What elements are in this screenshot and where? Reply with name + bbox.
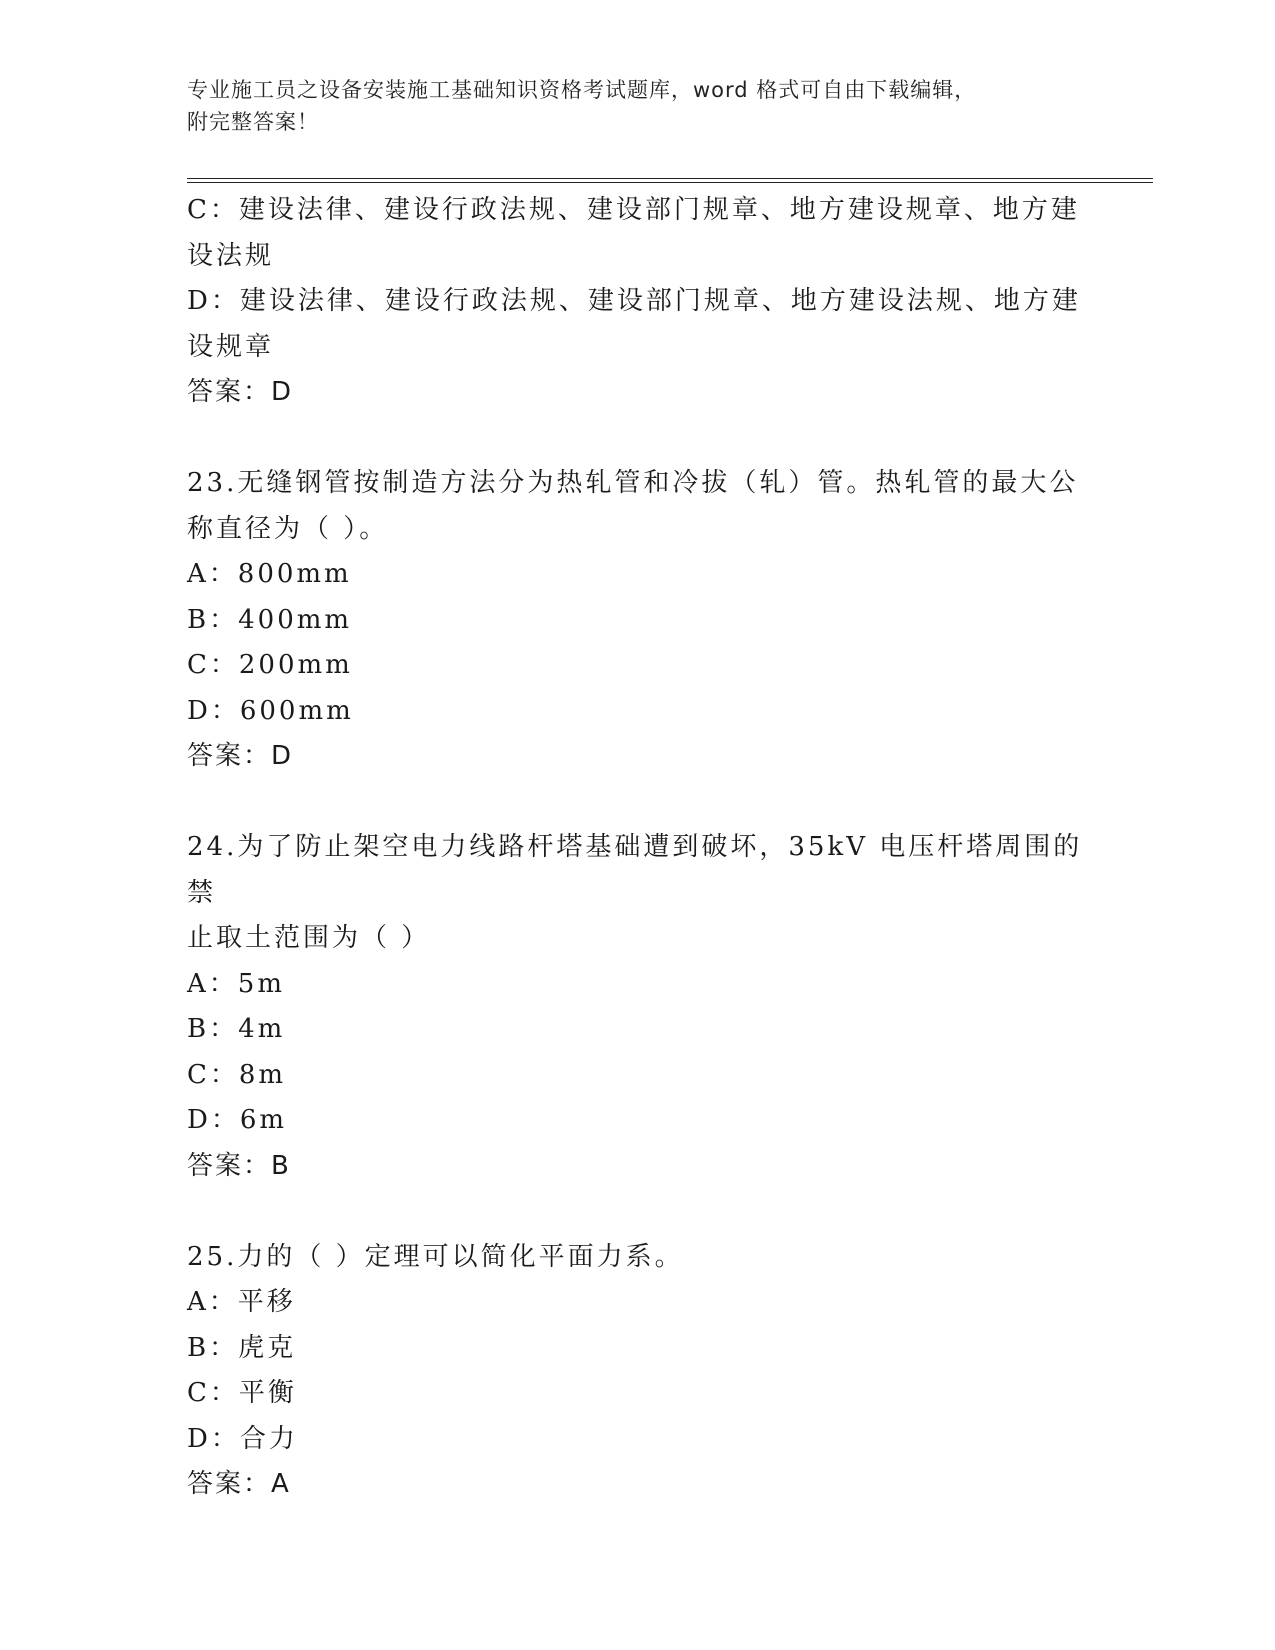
question-stem-continued: 称直径为（ ）。 bbox=[187, 513, 389, 544]
option-c-continued: 设法规 bbox=[187, 240, 275, 271]
option-a: A：800mm bbox=[187, 559, 352, 589]
option-d: D：建设法律、建设行政法规、建设部门规章、地方建设法规、地方建 bbox=[187, 286, 1081, 316]
question-23 bbox=[187, 461, 1087, 780]
option-b: B：4m bbox=[187, 1014, 286, 1044]
option-c: C：200mm bbox=[187, 650, 353, 680]
answer: 答案：A bbox=[187, 1469, 291, 1499]
question-24 bbox=[187, 825, 1087, 1189]
question-22-continuation bbox=[187, 188, 1087, 416]
spacer bbox=[187, 1189, 1087, 1235]
question-content bbox=[187, 188, 1087, 1508]
option-c: C：平衡 bbox=[187, 1378, 297, 1408]
option-c: C：建设法律、建设行政法规、建设部门规章、地方建设规章、地方建 bbox=[187, 195, 1080, 225]
option-b: B：虎克 bbox=[187, 1332, 297, 1363]
option-a: A：平移 bbox=[187, 1287, 296, 1317]
question-stem: 24.为了防止架空电力线路杆塔基础遭到破坏，35kV 电压杆塔周围的禁 bbox=[187, 832, 1083, 908]
spacer bbox=[187, 416, 1087, 462]
header-line-2: 附完整答案！ bbox=[187, 110, 319, 134]
option-d: D：6m bbox=[187, 1105, 288, 1135]
document-header bbox=[187, 74, 1067, 138]
answer: 答案：B bbox=[187, 1150, 291, 1181]
question-stem: 25.力的（ ）定理可以简化平面力系。 bbox=[187, 1241, 684, 1272]
question-stem: 23.无缝钢管按制造方法分为热轧管和冷拔（轧）管。热轧管的最大公 bbox=[187, 468, 1079, 498]
answer: 答案：D bbox=[187, 377, 294, 407]
option-d-continued: 设规章 bbox=[187, 331, 275, 362]
option-d: D：600mm bbox=[187, 695, 354, 726]
spacer bbox=[187, 780, 1087, 826]
option-c: C：8m bbox=[187, 1059, 287, 1090]
question-25 bbox=[187, 1235, 1087, 1508]
question-stem-continued: 止取土范围为（ ） bbox=[187, 923, 431, 953]
header-divider-bottom bbox=[187, 182, 1153, 183]
option-a: A：5m bbox=[187, 968, 285, 999]
option-b: B：400mm bbox=[187, 604, 353, 635]
header-line-1: 专业施工员之设备安装施工基础知识资格考试题库，word 格式可自由下载编辑， bbox=[187, 78, 977, 102]
option-d: D：合力 bbox=[187, 1423, 298, 1454]
header-divider-top bbox=[187, 178, 1153, 179]
answer: 答案：D bbox=[187, 741, 294, 771]
